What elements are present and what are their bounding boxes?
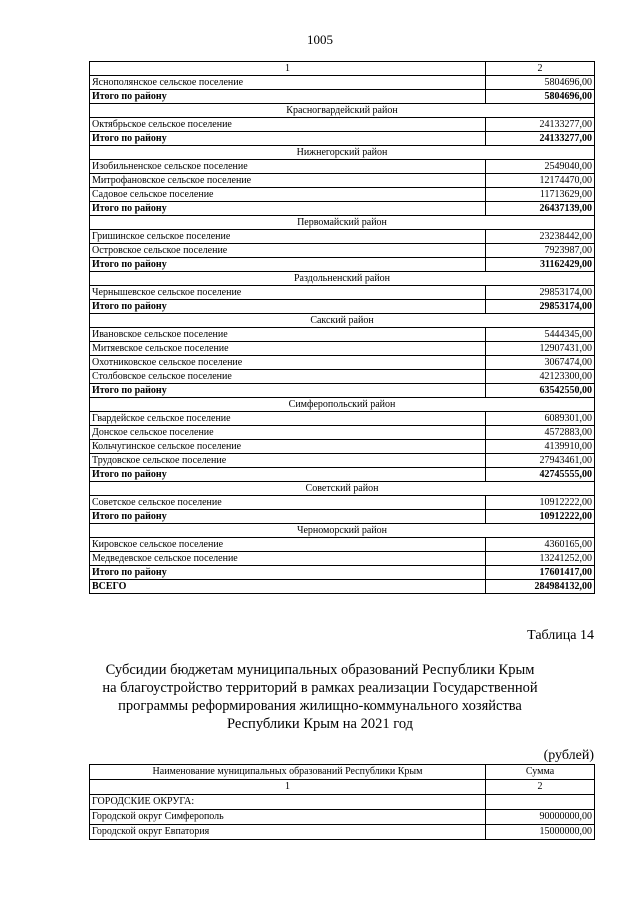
page-number: 1005 <box>307 32 333 47</box>
district-name: Черноморский район <box>90 524 595 538</box>
row-name: Чернышевское сельское поселение <box>90 286 486 300</box>
district-name: Симферопольский район <box>90 398 595 412</box>
row-value: 13241252,00 <box>486 552 595 566</box>
row-value: 12174470,00 <box>486 174 595 188</box>
row-value: 27943461,00 <box>486 454 595 468</box>
column-header: Сумма <box>486 765 595 780</box>
row-value: 2549040,00 <box>486 160 595 174</box>
row-name: Итого по району <box>90 132 486 146</box>
table-row <box>90 454 595 468</box>
row-name: Кольчугинское сельское поселение <box>90 440 486 454</box>
table-row <box>90 118 595 132</box>
total-row <box>90 566 595 580</box>
row-name: Советское сельское поселение <box>90 496 486 510</box>
row-name: Октябрьское сельское поселение <box>90 118 486 132</box>
row-name: Трудовское сельское поселение <box>90 454 486 468</box>
row-name: Островское сельское поселение <box>90 244 486 258</box>
column-header: Наименование муниципальных образований Республики Крым <box>90 765 486 780</box>
row-value: 17601417,00 <box>486 566 595 580</box>
district-header-row <box>90 104 595 118</box>
row-value: 10912222,00 <box>486 510 595 524</box>
row-name: Итого по району <box>90 384 486 398</box>
column-number: 2 <box>486 62 595 76</box>
row-name: Городской округ Евпатория <box>90 825 486 840</box>
row-value: 4572883,00 <box>486 426 595 440</box>
district-header-row <box>90 398 595 412</box>
total-row <box>90 384 595 398</box>
row-name: Итого по району <box>90 468 486 482</box>
subsidy-table-14 <box>89 764 595 840</box>
row-name: Итого по району <box>90 510 486 524</box>
row-value: 12907431,00 <box>486 342 595 356</box>
units-label: (рублей) <box>543 748 594 763</box>
district-header-row <box>90 482 595 496</box>
row-value: 5804696,00 <box>486 76 595 90</box>
row-value <box>486 795 595 810</box>
column-number: 1 <box>90 62 486 76</box>
row-value: 4360165,00 <box>486 538 595 552</box>
total-row <box>90 468 595 482</box>
total-row <box>90 510 595 524</box>
row-value: 24133277,00 <box>486 132 595 146</box>
row-value: 6089301,00 <box>486 412 595 426</box>
row-name: Медведевское сельское поселение <box>90 552 486 566</box>
row-value: 26437139,00 <box>486 202 595 216</box>
total-row <box>90 580 595 594</box>
row-value: 29853174,00 <box>486 286 595 300</box>
district-name: Советский район <box>90 482 595 496</box>
district-header-row <box>90 272 595 286</box>
row-value: 42123300,00 <box>486 370 595 384</box>
table-row <box>90 230 595 244</box>
district-name: Раздольненский район <box>90 272 595 286</box>
table-row <box>90 412 595 426</box>
row-name: Охотниковское сельское поселение <box>90 356 486 370</box>
table-row <box>90 538 595 552</box>
table-row <box>90 328 595 342</box>
row-value: 7923987,00 <box>486 244 595 258</box>
row-name: Гвардейское сельское поселение <box>90 412 486 426</box>
table-row <box>90 356 595 370</box>
row-name: Митрофановское сельское поселение <box>90 174 486 188</box>
table-row <box>90 795 595 810</box>
row-name: Итого по району <box>90 566 486 580</box>
row-name: Садовое сельское поселение <box>90 188 486 202</box>
table-row <box>90 440 595 454</box>
table-row <box>90 825 595 840</box>
table-row <box>90 370 595 384</box>
column-number-row <box>90 780 595 795</box>
column-number: 2 <box>486 780 595 795</box>
total-row <box>90 258 595 272</box>
table-row <box>90 286 595 300</box>
row-value: 284984132,00 <box>486 580 595 594</box>
district-name: Красногвардейский район <box>90 104 595 118</box>
row-name: Итого по району <box>90 300 486 314</box>
row-value: 63542550,00 <box>486 384 595 398</box>
total-row <box>90 90 595 104</box>
row-value: 10912222,00 <box>486 496 595 510</box>
table-title <box>0 661 640 733</box>
row-name: Донское сельское поселение <box>90 426 486 440</box>
table-header-row <box>90 765 595 780</box>
row-value: 31162429,00 <box>486 258 595 272</box>
table-row <box>90 76 595 90</box>
district-name: Первомайский район <box>90 216 595 230</box>
row-value: 42745555,00 <box>486 468 595 482</box>
row-name: Городской округ Симферополь <box>90 810 486 825</box>
column-number-row <box>90 62 595 76</box>
table-row <box>90 496 595 510</box>
district-name: Нижнегорский район <box>90 146 595 160</box>
row-value: 90000000,00 <box>486 810 595 825</box>
row-value: 3067474,00 <box>486 356 595 370</box>
table-row <box>90 174 595 188</box>
row-name: Изобильненское сельское поселение <box>90 160 486 174</box>
district-name: Сакский район <box>90 314 595 328</box>
table-label: Таблица 14 <box>527 628 594 643</box>
subsidy-table-continued <box>89 61 595 594</box>
table-row <box>90 426 595 440</box>
table-title-line: Субсидии бюджетам муниципальных образований Республики Крым <box>105 662 535 678</box>
table-row <box>90 810 595 825</box>
district-header-row <box>90 146 595 160</box>
column-number: 1 <box>90 780 486 795</box>
table-row <box>90 342 595 356</box>
row-name: Ивановское сельское поселение <box>90 328 486 342</box>
table-row <box>90 552 595 566</box>
row-name: Итого по району <box>90 90 486 104</box>
row-value: 24133277,00 <box>486 118 595 132</box>
table-row <box>90 160 595 174</box>
table-row <box>90 244 595 258</box>
row-name: Кировское сельское поселение <box>90 538 486 552</box>
district-header-row <box>90 314 595 328</box>
district-header-row <box>90 524 595 538</box>
row-name: ГОРОДСКИЕ ОКРУГА: <box>90 795 486 810</box>
row-value: 29853174,00 <box>486 300 595 314</box>
row-name: Гришинское сельское поселение <box>90 230 486 244</box>
row-value: 15000000,00 <box>486 825 595 840</box>
row-name: Столбовское сельское поселение <box>90 370 486 384</box>
row-name: Яснополянское сельское поселение <box>90 76 486 90</box>
table-row <box>90 188 595 202</box>
row-value: 4139910,00 <box>486 440 595 454</box>
table-title-line: на благоустройство территорий в рамках реализации Государственной <box>102 680 538 696</box>
district-header-row <box>90 216 595 230</box>
row-name: ВСЕГО <box>90 580 486 594</box>
table-title-line: Республики Крым на 2021 год <box>226 716 414 732</box>
total-row <box>90 300 595 314</box>
row-name: Митяевское сельское поселение <box>90 342 486 356</box>
row-value: 11713629,00 <box>486 188 595 202</box>
row-name: Итого по району <box>90 202 486 216</box>
row-value: 5804696,00 <box>486 90 595 104</box>
row-name: Итого по району <box>90 258 486 272</box>
row-value: 5444345,00 <box>486 328 595 342</box>
total-row <box>90 202 595 216</box>
total-row <box>90 132 595 146</box>
row-value: 23238442,00 <box>486 230 595 244</box>
table-title-line: программы реформирования жилищно-коммунального хозяйства <box>118 698 522 714</box>
